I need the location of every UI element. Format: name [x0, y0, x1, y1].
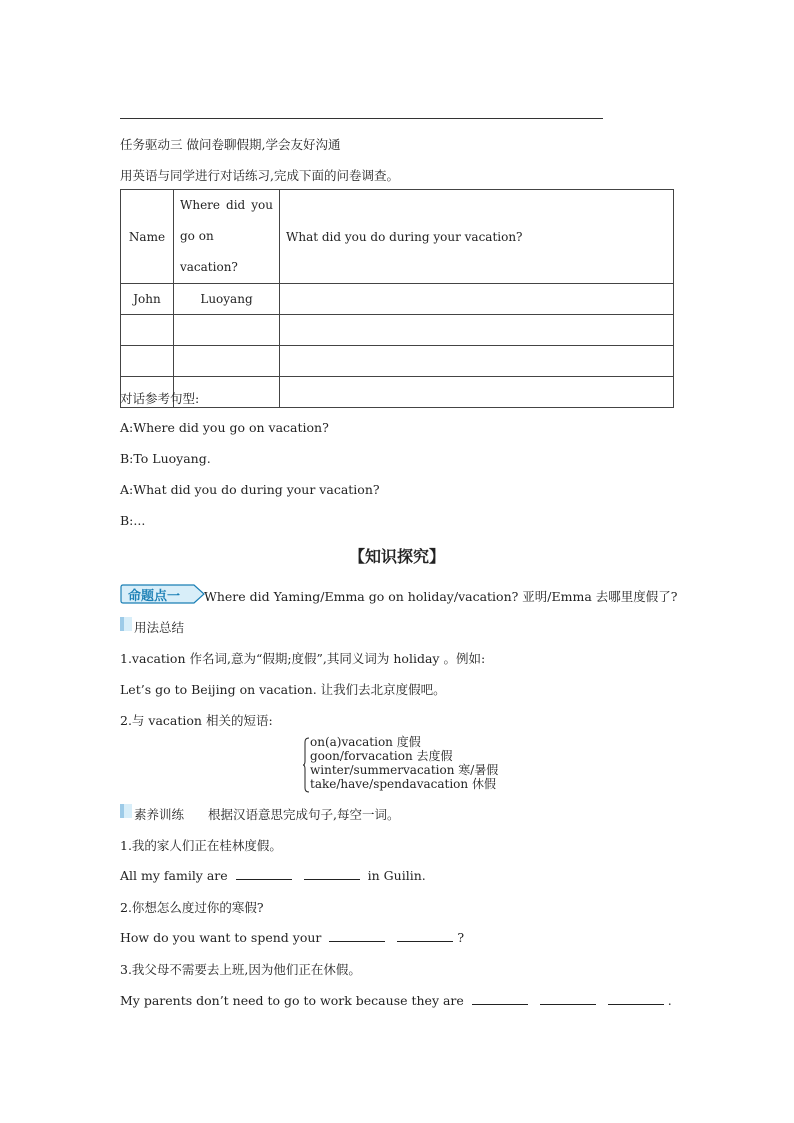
- dialogue-line: B:...: [120, 513, 146, 528]
- question-3-cn: 3.我父母不需要去上班,因为他们正在休假。: [120, 962, 361, 977]
- usage-item-1: 1.vacation 作名词,意为“假期;度假”,其同义词为 holiday 。例如:: [120, 651, 486, 666]
- answer-blank[interactable]: [329, 929, 385, 942]
- task-instruction: 用英语与同学进行对话练习,完成下面的问卷调查。: [120, 168, 399, 183]
- header-where-line1: Where did you: [180, 198, 273, 212]
- task-heading: 任务驱动三 做问卷聊假期,学会友好沟通: [120, 137, 341, 152]
- answer-blank[interactable]: [540, 992, 596, 1005]
- cell-name[interactable]: [121, 315, 174, 346]
- answer-blank[interactable]: [608, 992, 664, 1005]
- cell-where[interactable]: Luoyang: [174, 284, 280, 315]
- q2-suffix: ?: [457, 930, 465, 945]
- dialogue-line: B:To Luoyang.: [120, 451, 211, 466]
- usage-title: 用法总结: [134, 620, 185, 635]
- dialogue-title: 对话参考句型:: [120, 391, 200, 406]
- bookmark-icon: [120, 804, 132, 818]
- question-3-en: [120, 992, 672, 1008]
- brace-icon: [302, 737, 310, 793]
- question-2-en: [120, 929, 464, 945]
- point-text: Where did Yaming/Emma go on holiday/vacation? 亚明/Emma 去哪里度假了?: [204, 589, 678, 604]
- table-row: [121, 377, 674, 408]
- header-what: What did you do during your vacation?: [280, 190, 674, 284]
- cell-where[interactable]: [174, 315, 280, 346]
- survey-table: [120, 189, 674, 408]
- table-row: [121, 315, 674, 346]
- q3-suffix: .: [667, 993, 672, 1008]
- point-badge: 命题点一: [128, 589, 181, 604]
- question-1-cn: 1.我的家人们正在桂林度假。: [120, 838, 282, 853]
- q1-suffix: in Guilin.: [367, 868, 426, 883]
- q3-prefix: My parents don’t need to go to work because they are: [120, 993, 464, 1008]
- phrase-item: on(a)vacation 度假: [310, 735, 421, 749]
- answer-blank[interactable]: [236, 867, 292, 880]
- cell-where[interactable]: [174, 346, 280, 377]
- phrase-item: goon/forvacation 去度假: [310, 749, 453, 763]
- answer-blank[interactable]: [472, 992, 528, 1005]
- cell-what[interactable]: [280, 315, 674, 346]
- phrase-list: [310, 735, 498, 791]
- bookmark-icon: [120, 617, 132, 631]
- header-name: Name: [121, 190, 174, 284]
- table-row: [121, 284, 674, 315]
- q2-prefix: How do you want to spend your: [120, 930, 322, 945]
- dialogue-line: A:Where did you go on vacation?: [120, 420, 329, 435]
- cell-what[interactable]: [280, 284, 674, 315]
- table-row: [121, 346, 674, 377]
- top-rule: [120, 118, 603, 119]
- answer-blank[interactable]: [304, 867, 360, 880]
- question-2-cn: 2.你想怎么度过你的寒假?: [120, 900, 264, 915]
- usage-example-1: Let’s go to Beijing on vacation. 让我们去北京度假吧。: [120, 682, 446, 697]
- cell-name[interactable]: John: [121, 284, 174, 315]
- section-title: 【知识探究】: [348, 547, 445, 566]
- table-header-row: [121, 190, 674, 284]
- q1-prefix: All my family are: [120, 868, 228, 883]
- cell-what[interactable]: [280, 346, 674, 377]
- cell-name[interactable]: [121, 346, 174, 377]
- header-where-line2: go on vacation?: [180, 229, 238, 274]
- phrase-item: take/have/spendavacation 休假: [310, 777, 496, 791]
- usage-item-2: 2.与 vacation 相关的短语:: [120, 713, 273, 728]
- dialogue-line: A:What did you do during your vacation?: [120, 482, 380, 497]
- answer-blank[interactable]: [397, 929, 453, 942]
- practice-title: 素养训练: [134, 807, 185, 822]
- header-where: [174, 190, 280, 284]
- phrase-item: winter/summervacation 寒/暑假: [310, 763, 499, 777]
- question-1-en: [120, 867, 426, 883]
- practice-instruction: 根据汉语意思完成句子,每空一词。: [208, 807, 400, 822]
- cell-what[interactable]: [280, 377, 674, 408]
